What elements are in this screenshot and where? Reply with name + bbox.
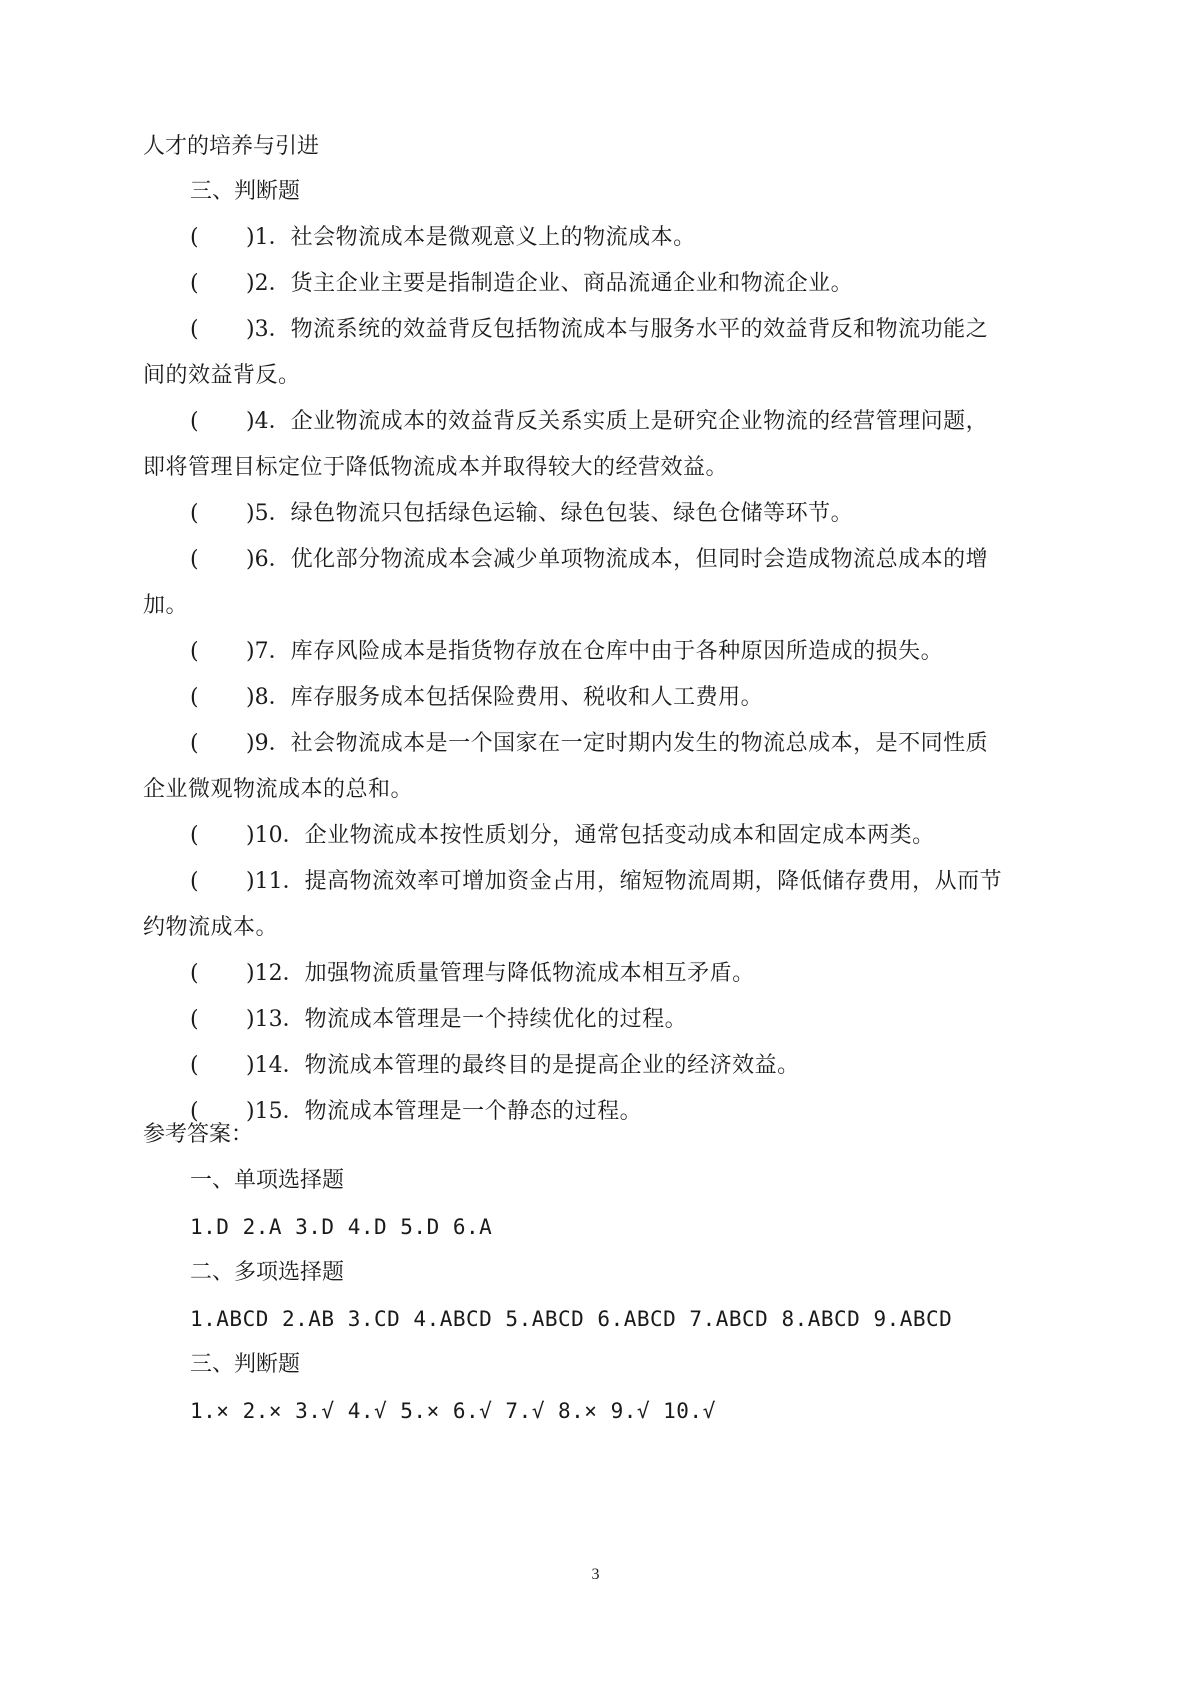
answers-judge-values: 1.× 2.× 3.√ 4.√ 5.× 6.√ 7.√ 8.× 9.√ 10.√ xyxy=(190,1399,716,1423)
answers-single-values: 1.D 2.A 3.D 4.D 5.D 6.A xyxy=(190,1215,493,1239)
question-text: 提高物流效率可增加资金占用，缩短物流周期，降低储存费用，从而节 xyxy=(304,869,1003,894)
question-text: 企业物流成本的效益背反关系实质上是研究企业物流的经营管理问题， xyxy=(290,409,989,434)
answers-title: 参考答案： xyxy=(143,1122,254,1147)
question-number: )15． xyxy=(246,1099,305,1124)
question-item xyxy=(190,223,696,253)
answer-blank: ( xyxy=(190,409,199,434)
question-number: )5． xyxy=(246,501,291,526)
question-text: 社会物流成本是微观意义上的物流成本。 xyxy=(290,225,696,250)
question-text-continuation: 即将管理目标定位于降低物流成本并取得较大的经营效益。 xyxy=(143,455,729,480)
question-text: 库存风险成本是指货物存放在仓库中由于各种原因所造成的损失。 xyxy=(290,639,944,664)
question-item xyxy=(190,637,943,667)
answer-blank: ( xyxy=(190,501,199,526)
question-text-continuation: 间的效益背反。 xyxy=(143,363,301,388)
question-number: )10． xyxy=(246,823,305,848)
question-item xyxy=(190,959,755,989)
question-item xyxy=(190,499,853,529)
question-number: )6． xyxy=(246,547,291,572)
question-item xyxy=(190,1097,642,1127)
question-number: )13． xyxy=(246,1007,305,1032)
question-number: )14． xyxy=(246,1053,305,1078)
section-heading-judge: 三、判断题 xyxy=(190,179,301,204)
question-number: )9． xyxy=(246,731,291,756)
question-text: 社会物流成本是一个国家在一定时期内发生的物流总成本，是不同性质 xyxy=(290,731,989,756)
question-text: 物流成本管理是一个持续优化的过程。 xyxy=(304,1007,688,1032)
question-text: 绿色物流只包括绿色运输、绿色包装、绿色仓储等环节。 xyxy=(290,501,854,526)
answer-blank: ( xyxy=(190,225,199,250)
question-item xyxy=(190,729,988,759)
answer-blank: ( xyxy=(190,823,199,848)
question-text: 库存服务成本包括保险费用、税收和人工费用。 xyxy=(290,685,764,710)
page-number: 3 xyxy=(591,1566,600,1583)
question-number: )2． xyxy=(246,271,291,296)
answers-multi-heading: 二、多项选择题 xyxy=(190,1260,345,1285)
question-number: )1． xyxy=(246,225,291,250)
answer-blank: ( xyxy=(190,869,199,894)
answer-blank: ( xyxy=(190,547,199,572)
answer-blank: ( xyxy=(190,271,199,296)
answer-blank: ( xyxy=(190,685,199,710)
answer-blank: ( xyxy=(190,1099,199,1124)
question-text: 物流成本管理的最终目的是提高企业的经济效益。 xyxy=(304,1053,800,1078)
question-text-continuation: 约物流成本。 xyxy=(143,915,279,940)
question-item xyxy=(190,867,1002,897)
question-text: 物流成本管理是一个静态的过程。 xyxy=(304,1099,643,1124)
continuation-text: 人才的培养与引进 xyxy=(143,134,320,159)
question-item xyxy=(190,683,763,713)
answer-blank: ( xyxy=(190,1053,199,1078)
answer-blank: ( xyxy=(190,731,199,756)
answer-blank: ( xyxy=(190,961,199,986)
question-number: )3． xyxy=(246,317,291,342)
question-text: 优化部分物流成本会减少单项物流成本，但同时会造成物流总成本的增 xyxy=(290,547,989,572)
question-item xyxy=(190,315,988,345)
answers-judge-heading: 三、判断题 xyxy=(190,1352,301,1377)
question-item xyxy=(190,269,853,299)
question-text: 企业物流成本按性质划分，通常包括变动成本和固定成本两类。 xyxy=(304,823,935,848)
question-item xyxy=(190,1051,800,1081)
question-number: )4． xyxy=(246,409,291,434)
answer-blank: ( xyxy=(190,1007,199,1032)
question-number: )8． xyxy=(246,685,291,710)
question-text-continuation: 企业微观物流成本的总和。 xyxy=(143,777,414,802)
question-item xyxy=(190,545,988,575)
question-number: )11． xyxy=(246,869,305,894)
question-number: )7． xyxy=(246,639,291,664)
question-number: )12． xyxy=(246,961,305,986)
answer-blank: ( xyxy=(190,639,199,664)
question-item xyxy=(190,1005,687,1035)
question-text: 货主企业主要是指制造企业、商品流通企业和物流企业。 xyxy=(290,271,854,296)
question-text-continuation: 加。 xyxy=(143,593,189,618)
question-item xyxy=(190,407,988,437)
answer-blank: ( xyxy=(190,317,199,342)
question-text: 物流系统的效益背反包括物流成本与服务水平的效益背反和物流功能之 xyxy=(290,317,989,342)
question-text: 加强物流质量管理与降低物流成本相互矛盾。 xyxy=(304,961,755,986)
question-item xyxy=(190,821,935,851)
answers-multi-values: 1.ABCD 2.AB 3.CD 4.ABCD 5.ABCD 6.ABCD 7.ABCD 8.ABCD 9.ABCD xyxy=(190,1307,953,1331)
answers-single-heading: 一、单项选择题 xyxy=(190,1168,345,1193)
